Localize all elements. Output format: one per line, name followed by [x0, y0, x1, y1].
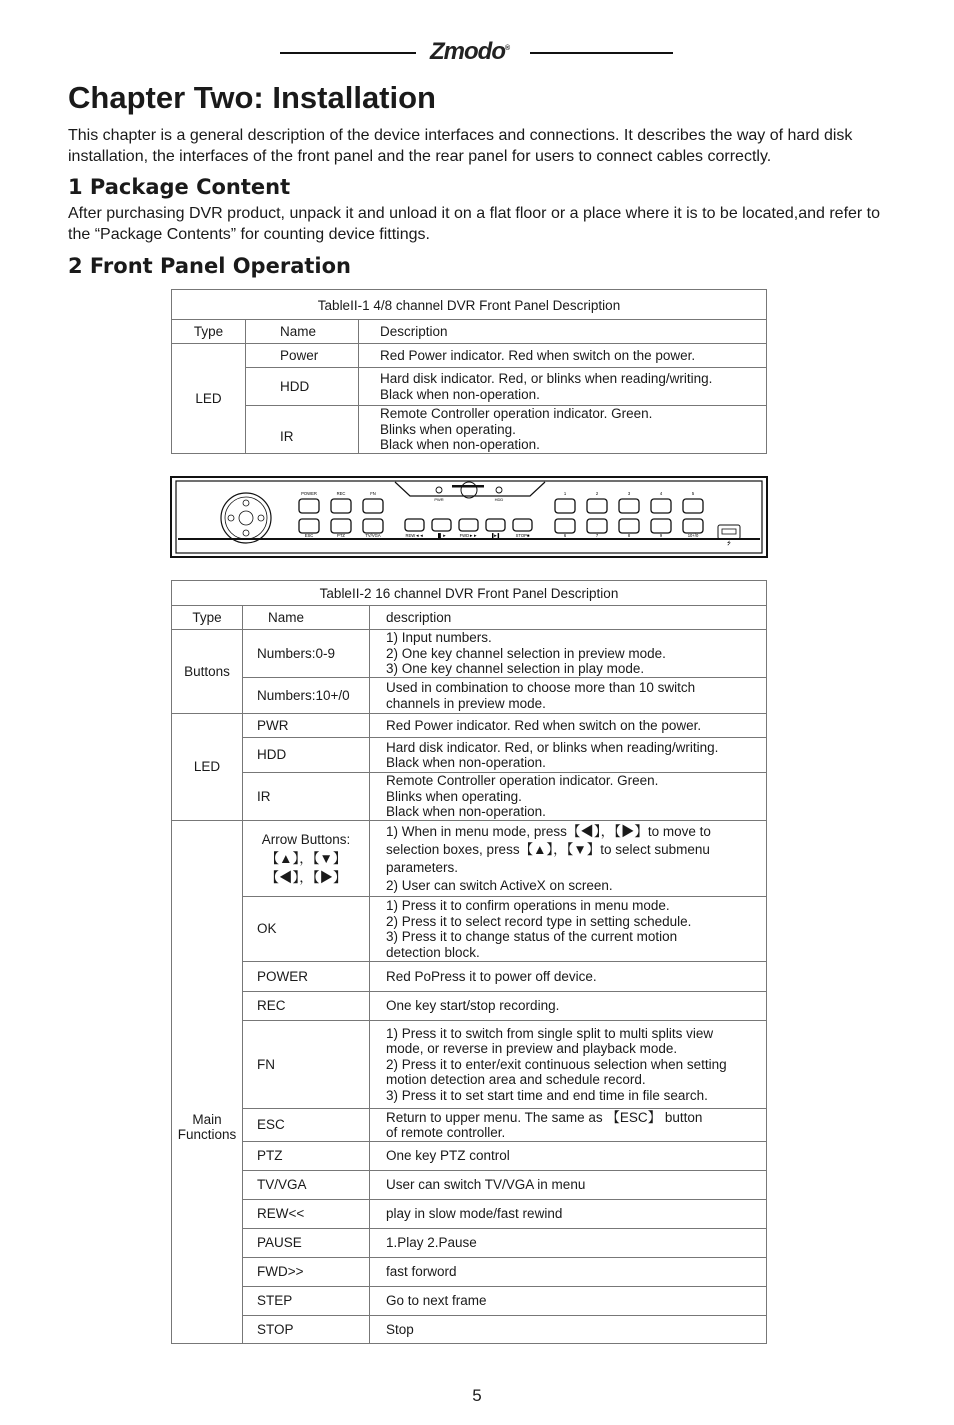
type-cell-main-functions: Main Functions	[172, 821, 243, 1344]
desc-cell: 1) Press it to switch from single split to multi splits view mode, or reverse in preview and playback mode. 2) Press it to enter/exit continuous selection when setting motion detection area and schedule record. 3) Press it to set start time and end time in file search.	[370, 1021, 767, 1109]
number-button-label: 9	[659, 533, 663, 538]
col-header-description: Description	[359, 320, 767, 344]
table-row	[172, 1316, 767, 1344]
table-caption: TableII-1 4/8 channel DVR Front Panel Description	[172, 290, 767, 320]
desc-cell: Hard disk indicator. Red, or blinks when reading/writing. Black when non-operation.	[370, 738, 767, 773]
table-row	[172, 368, 767, 406]
panel-button-label: TV/VGA	[365, 533, 381, 538]
table-row	[172, 1229, 767, 1258]
brand-logo: Zmodo®	[430, 38, 510, 65]
desc-cell: Return to upper menu. The same as 【ESC】 button of remote controller.	[370, 1109, 767, 1142]
number-button-label: 1	[563, 491, 567, 496]
table-row	[172, 406, 767, 454]
desc-cell: Stop	[370, 1316, 767, 1344]
table-row	[172, 962, 767, 992]
name-cell: IR	[246, 406, 359, 454]
number-button-label: 2	[595, 491, 599, 496]
name-cell: POWER	[243, 962, 370, 992]
desc-cell: 1.Play 2.Pause	[370, 1229, 767, 1258]
panel-button-label: PTZ	[337, 533, 345, 538]
desc-cell: Used in combination to choose more than 10 switch channels in preview mode.	[370, 678, 767, 714]
desc-cell: Go to next frame	[370, 1287, 767, 1316]
table-row	[172, 897, 767, 962]
package-content-text: After purchasing DVR product, unpack it and unload it on a flat floor or a place where it is to be located,and refer to the “Package Contents” for counting device fittings.	[68, 205, 881, 243]
table-row	[172, 1287, 767, 1316]
name-cell: Numbers:0-9	[243, 630, 370, 678]
transport-button-label: FWD►►	[459, 533, 478, 538]
name-cell: STEP	[243, 1287, 370, 1316]
number-button-label: 10+/0	[687, 533, 699, 538]
page-header	[280, 38, 673, 66]
number-button-label: 3	[627, 491, 631, 496]
front-panel-table-4-8ch	[171, 289, 767, 454]
number-button-label: 8	[627, 533, 631, 538]
name-cell: OK	[243, 897, 370, 962]
name-cell: PTZ	[243, 1142, 370, 1171]
table-row	[172, 738, 767, 773]
desc-cell: 1) When in menu mode, press【◀】，【▶】to move to selection boxes, press【▲】，【▼】to select submenu parameters. 2) User can switch ActiveX on screen.	[370, 821, 767, 897]
type-cell-buttons: Buttons	[172, 630, 243, 714]
desc-cell: Hard disk indicator. Red, or blinks when reading/writing. Black when non-operation.	[359, 368, 767, 406]
table-row	[172, 1109, 767, 1142]
panel-center-bar	[452, 485, 484, 488]
table-row	[172, 714, 767, 738]
desc-cell: play in slow mode/fast rewind	[370, 1200, 767, 1229]
col-header-type: Type	[172, 606, 243, 630]
desc-cell: User can switch TV/VGA in menu	[370, 1171, 767, 1200]
name-cell: FWD>>	[243, 1258, 370, 1287]
transport-button-label: STOP■	[515, 533, 530, 538]
table-row	[172, 1142, 767, 1171]
table-row	[172, 1021, 767, 1109]
section-heading-package: 1 Package Content	[68, 175, 291, 199]
number-button-label: 7	[595, 533, 599, 538]
table-caption: TableII-2 16 channel DVR Front Panel Description	[172, 581, 767, 606]
name-cell: ESC	[243, 1109, 370, 1142]
table-row	[172, 773, 767, 821]
pwr-led-label: PWR	[434, 497, 444, 502]
panel-bottom-rail	[178, 538, 760, 540]
transport-button-label: ▐►▌	[490, 533, 501, 538]
panel-button-label: FN	[370, 491, 376, 496]
page-number: 5	[472, 1386, 482, 1405]
desc-cell: One key start/stop recording.	[370, 992, 767, 1021]
dvr-front-panel-diagram	[170, 476, 768, 558]
name-cell: REW<<	[243, 1200, 370, 1229]
name-cell: PWR	[243, 714, 370, 738]
name-cell: Arrow Buttons: 【▲】，【▼】 【◀】，【▶】	[243, 821, 370, 897]
name-cell: HDD	[243, 738, 370, 773]
number-button-label: 6	[563, 533, 567, 538]
desc-cell: fast forword	[370, 1258, 767, 1287]
col-header-name: Name	[246, 320, 359, 344]
name-cell: Numbers:10+/0	[243, 678, 370, 714]
table-row	[172, 344, 767, 368]
panel-button-label: ESC	[304, 533, 314, 538]
desc-cell: Red Power indicator. Red when switch on the power.	[359, 344, 767, 368]
col-header-type: Type	[172, 320, 246, 344]
type-cell-led: LED	[172, 714, 243, 821]
name-cell: FN	[243, 1021, 370, 1109]
table-row	[172, 821, 767, 897]
number-button-label: 4	[659, 491, 663, 496]
name-cell: IR	[243, 773, 370, 821]
desc-cell: Remote Controller operation indicator. Green. Blinks when operating. Black when non-operation.	[370, 773, 767, 821]
transport-button-label: ▐▌►	[436, 533, 447, 538]
name-cell: HDD	[246, 368, 359, 406]
table-row	[172, 1200, 767, 1229]
desc-cell: Red PoPress it to power off device.	[370, 962, 767, 992]
name-cell: Power	[246, 344, 359, 368]
table-row	[172, 992, 767, 1021]
name-cell: TV/VGA	[243, 1171, 370, 1200]
panel-button-label: REC	[336, 491, 346, 496]
panel-button-label: POWER	[301, 491, 317, 496]
table-row	[172, 678, 767, 714]
col-header-description: description	[370, 606, 767, 630]
chapter-title: Chapter Two: Installation	[68, 80, 436, 115]
name-cell: STOP	[243, 1316, 370, 1344]
name-cell: PAUSE	[243, 1229, 370, 1258]
hdd-led-label: HDD	[494, 497, 504, 502]
front-panel-table-16ch	[171, 580, 767, 1344]
number-button-label: 5	[691, 491, 695, 496]
desc-cell: Red Power indicator. Red when switch on the power.	[370, 714, 767, 738]
usb-icon: ⭍	[726, 541, 732, 547]
desc-cell: 1) Input numbers. 2) One key channel selection in preview mode. 3) One key channel selection in play mode.	[370, 630, 767, 678]
col-header-name: Name	[243, 606, 370, 630]
transport-button-label: REW◄◄	[405, 533, 424, 538]
name-cell: REC	[243, 992, 370, 1021]
header-rule-right	[530, 52, 673, 54]
panel-outline	[171, 477, 767, 557]
chapter-intro: This chapter is a general description of the device interfaces and connections. It describes the way of hard disk installation, the interfaces of the front panel and the rear panel for users to connect cables correctly.	[68, 127, 853, 165]
desc-cell: 1) Press it to confirm operations in menu mode. 2) Press it to select record type in setting schedule. 3) Press it to change status of the current motion detection block.	[370, 897, 767, 962]
desc-cell: Remote Controller operation indicator. Green. Blinks when operating. Black when non-operation.	[359, 406, 767, 454]
section-heading-front-panel: 2 Front Panel Operation	[68, 254, 351, 278]
table-row	[172, 1258, 767, 1287]
desc-cell: One key PTZ control	[370, 1142, 767, 1171]
table-row	[172, 1171, 767, 1200]
table-row	[172, 630, 767, 678]
type-cell-led: LED	[172, 344, 246, 454]
header-rule-left	[280, 52, 416, 54]
